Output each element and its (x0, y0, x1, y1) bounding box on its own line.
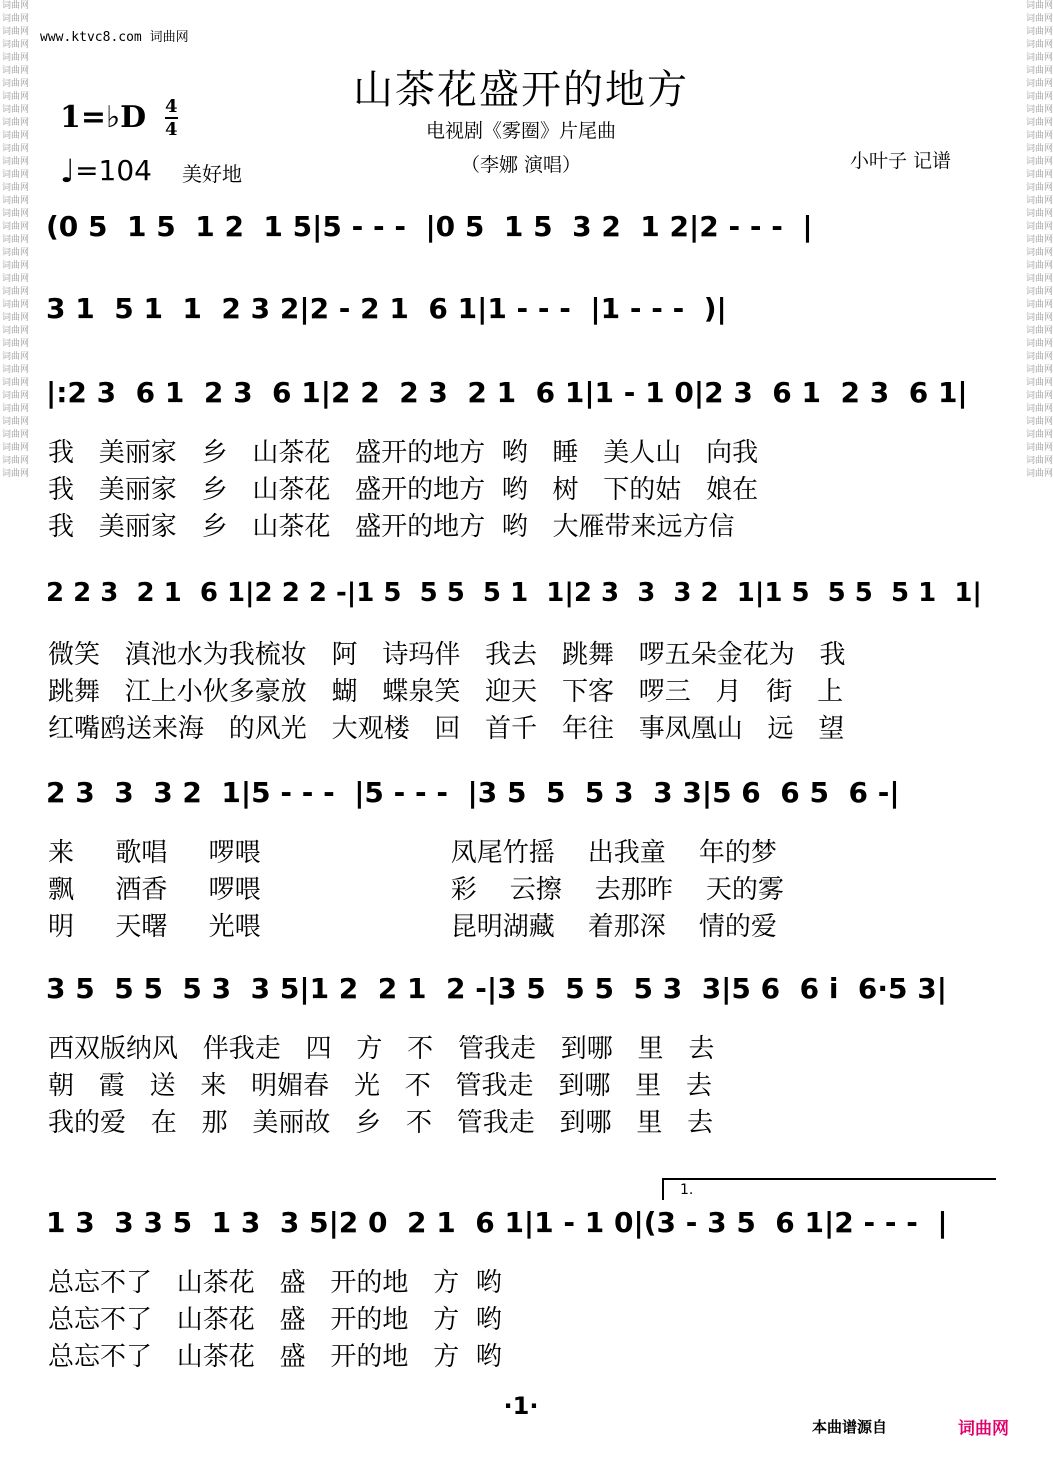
lyric-line: 飘 酒香 啰喂 彩 云擦 去那昨 天的雾 (48, 875, 784, 905)
lyric-line: 西双版纳风 伴我走 四 方 不 管我走 到哪 里 去 (48, 1034, 715, 1064)
page-number: ·1· (503, 1392, 539, 1420)
lyric-line: 明 天曙 光喂 昆明湖藏 着那深 情的爱 (48, 912, 777, 942)
singer-credit: （李娜 演唱） (460, 154, 582, 176)
volta-label: 1. (680, 1182, 694, 1198)
song-subtitle: 电视剧《雾圈》片尾曲 (425, 120, 616, 142)
notation-row: (0 5 1 5 1 2 1 5|5 - - - |0 5 1 5 3 2 1 2|2 - - - | (46, 210, 813, 243)
lyric-line: 我 美丽家 乡 山茶花 盛开的地方 哟 大雁带来远方信 (48, 512, 735, 542)
tempo-marking (60, 152, 152, 190)
lyric-line: 我 美丽家 乡 山茶花 盛开的地方 哟 树 下的姑 娘在 (48, 475, 759, 505)
quarter-note-icon: ♩ (60, 152, 76, 190)
lyric-line: 红嘴鸥送来海 的风光 大观楼 回 首千 年往 事凤凰山 远 望 (48, 714, 845, 744)
lyric-line: 朝 霞 送 来 明媚春 光 不 管我走 到哪 里 去 (48, 1071, 712, 1101)
lyric-line: 总忘不了 山茶花 盛 开的地 方 哟 (48, 1305, 502, 1335)
notation-row: 2 2 3 2 1 6 1|2 2 2 -|1 5 5 5 5 1 1|2 3 3 3 2 1|1 5 5 5 5 1 1| (46, 578, 982, 608)
volta-bracket (662, 1178, 996, 1200)
key-signature: 1=♭D (60, 100, 147, 135)
lyric-line: 跳舞 江上小伙多豪放 蝴 蝶泉笑 迎天 下客 啰三 月 街 上 (48, 677, 844, 707)
notation-row: 1 3 3 3 5 1 3 3 5|2 0 2 1 6 1|1 - 1 0|(3 - 3 5 6 1|2 - - - | (46, 1206, 948, 1239)
time-signature (165, 96, 178, 140)
notation-row: 3 1 5 1 1 2 3 2|2 - 2 1 6 1|1 - - - |1 - - - )| (46, 292, 727, 325)
notation-row: 3 5 5 5 5 3 3 5|1 2 2 1 2 -|3 5 5 5 5 3 3|5 6 6 i 6·5 3| (46, 972, 947, 1005)
lyric-line: 来 歌唱 啰喂 凤尾竹摇 出我童 年的梦 (48, 838, 777, 868)
site-url: www.ktvc8.com 词曲网 (40, 30, 189, 45)
lyric-line: 我的爱 在 那 美丽故 乡 不 管我走 到哪 里 去 (48, 1108, 714, 1138)
meter-bottom: 4 (165, 119, 178, 140)
tempo-value: =104 (75, 154, 152, 187)
lyric-line: 微笑 滇池水为我梳妆 阿 诗玛伴 我去 跳舞 啰五朵金花为 我 (48, 640, 846, 670)
mood-marking: 美好地 (182, 162, 242, 186)
notation-row: |:2 3 6 1 2 3 6 1|2 2 2 3 2 1 6 1|1 - 1 0|2 3 6 1 2 3 6 1| (46, 376, 968, 409)
notation-row: 2 3 3 3 2 1|5 - - - |5 - - - |3 5 5 5 3 3 3|5 6 6 5 6 -| (46, 776, 900, 809)
lyric-line: 总忘不了 山茶花 盛 开的地 方 哟 (48, 1268, 502, 1298)
watermark-right: 词曲网 词曲网 词曲网 词曲网 词曲网 词曲网 词曲网 词曲网 词曲网 词曲网 词曲网 词曲网 词曲网 词曲网 词曲网 词曲网 词曲网 词曲网 词曲网 词曲网 词曲网 词曲网 词曲网 词曲网 词曲网 词曲网 词曲网 词曲网 词曲网 词曲网 词曲网 词曲网 词曲网 词曲网 词曲网 词曲网 词曲网 (1026, 1, 1053, 479)
brand-label: 词曲网 (958, 1419, 1009, 1439)
song-title: 山茶花盛开的地方 (353, 67, 689, 113)
lyric-line: 我 美丽家 乡 山茶花 盛开的地方 哟 睡 美人山 向我 (48, 438, 759, 468)
arranger-credit: 小叶子 记谱 (850, 150, 952, 172)
lyric-line: 总忘不了 山茶花 盛 开的地 方 哟 (48, 1342, 502, 1372)
meter-top: 4 (165, 96, 178, 117)
watermark-left: 词曲网 词曲网 词曲网 词曲网 词曲网 词曲网 词曲网 词曲网 词曲网 词曲网 词曲网 词曲网 词曲网 词曲网 词曲网 词曲网 词曲网 词曲网 词曲网 词曲网 词曲网 词曲网 词曲网 词曲网 词曲网 词曲网 词曲网 词曲网 词曲网 词曲网 词曲网 词曲网 词曲网 词曲网 词曲网 词曲网 词曲网 (2, 1, 30, 479)
source-label: 本曲谱源自 (812, 1418, 888, 1436)
